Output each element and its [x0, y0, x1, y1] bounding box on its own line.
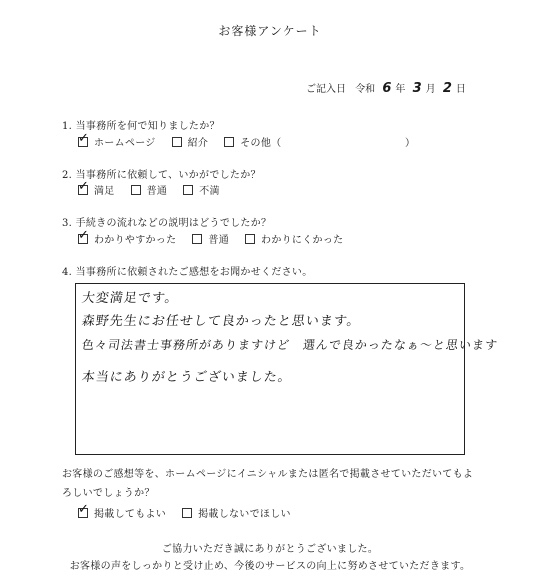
option-homepage: ホームページ	[94, 138, 156, 149]
checkbox-publish-no[interactable]	[182, 508, 192, 518]
checkbox-other[interactable]	[224, 137, 234, 147]
date-day-unit: 日	[455, 84, 466, 95]
option-average: 普通	[208, 235, 230, 246]
option-publish-no: 掲載しないでほしい	[198, 509, 291, 520]
checkbox-homepage[interactable]	[78, 137, 88, 147]
answer-line-3: 色々司法書士事務所がありますけど 選んで良かったなぁ～と思います	[80, 338, 499, 352]
consent-text-line-2: ろしいでしょうか？	[62, 488, 155, 499]
date-label: ご記入日	[306, 84, 346, 95]
date-month: 3	[412, 81, 422, 96]
checkbox-satisfied[interactable]	[78, 185, 88, 195]
question-1-options	[78, 134, 415, 149]
date-line	[306, 80, 466, 96]
answer-line-2: 森野先生にお任せして良かったと思います。	[80, 314, 362, 329]
question-2: 2. 当事務所に依頼して、いかがでしたか？	[62, 170, 261, 181]
date-year-unit: 年	[395, 84, 406, 95]
question-1: 1. 当事務所を何で知りましたか？	[62, 121, 220, 132]
question-4: 4. 当事務所に依頼されたご感想をお聞かせください。	[62, 267, 313, 278]
option-unsatisfied: 不満	[199, 186, 220, 197]
footer-thanks: ご協力いただき誠にありがとうございました。	[161, 544, 379, 555]
checkbox-unsatisfied[interactable]	[183, 185, 193, 195]
date-year: 6	[382, 81, 392, 96]
option-easy: わかりやすかった	[94, 235, 177, 246]
date-era: 令和	[355, 84, 376, 95]
date-month-unit: 月	[425, 84, 436, 95]
option-referral: 紹介	[187, 138, 209, 149]
question-2-options	[78, 182, 220, 197]
option-publish-ok: 掲載してもよい	[94, 509, 167, 520]
answer-line-4: 本当にありがとうございました。	[80, 370, 293, 385]
checkbox-average[interactable]	[192, 234, 202, 244]
survey-title: お客様アンケート	[218, 24, 322, 38]
checkbox-publish-ok[interactable]	[78, 508, 88, 518]
checkbox-hard[interactable]	[245, 234, 255, 244]
answer-line-1: 大変満足です。	[80, 291, 180, 306]
date-day: 2	[442, 81, 452, 96]
consent-options	[78, 505, 291, 520]
checkbox-referral[interactable]	[172, 137, 182, 147]
option-other: その他（ ）	[240, 138, 416, 149]
option-satisfied: 満足	[94, 186, 115, 197]
option-hard: わかりにくかった	[261, 235, 344, 246]
option-normal: 普通	[146, 186, 168, 197]
checkbox-normal[interactable]	[131, 185, 141, 195]
checkbox-easy[interactable]	[78, 234, 88, 244]
consent-text-line-1: お客様のご感想等を、ホームページにイニシャルまたは匿名で掲載させていただいてもよ	[62, 469, 474, 480]
footer-message: お客様の声をしっかりと受け止め、今後のサービスの向上に努めさせていただきます。	[69, 561, 471, 572]
question-3-options	[78, 231, 343, 246]
question-3: 3. 手続きの流れなどの説明はどうでしたか？	[62, 218, 272, 229]
